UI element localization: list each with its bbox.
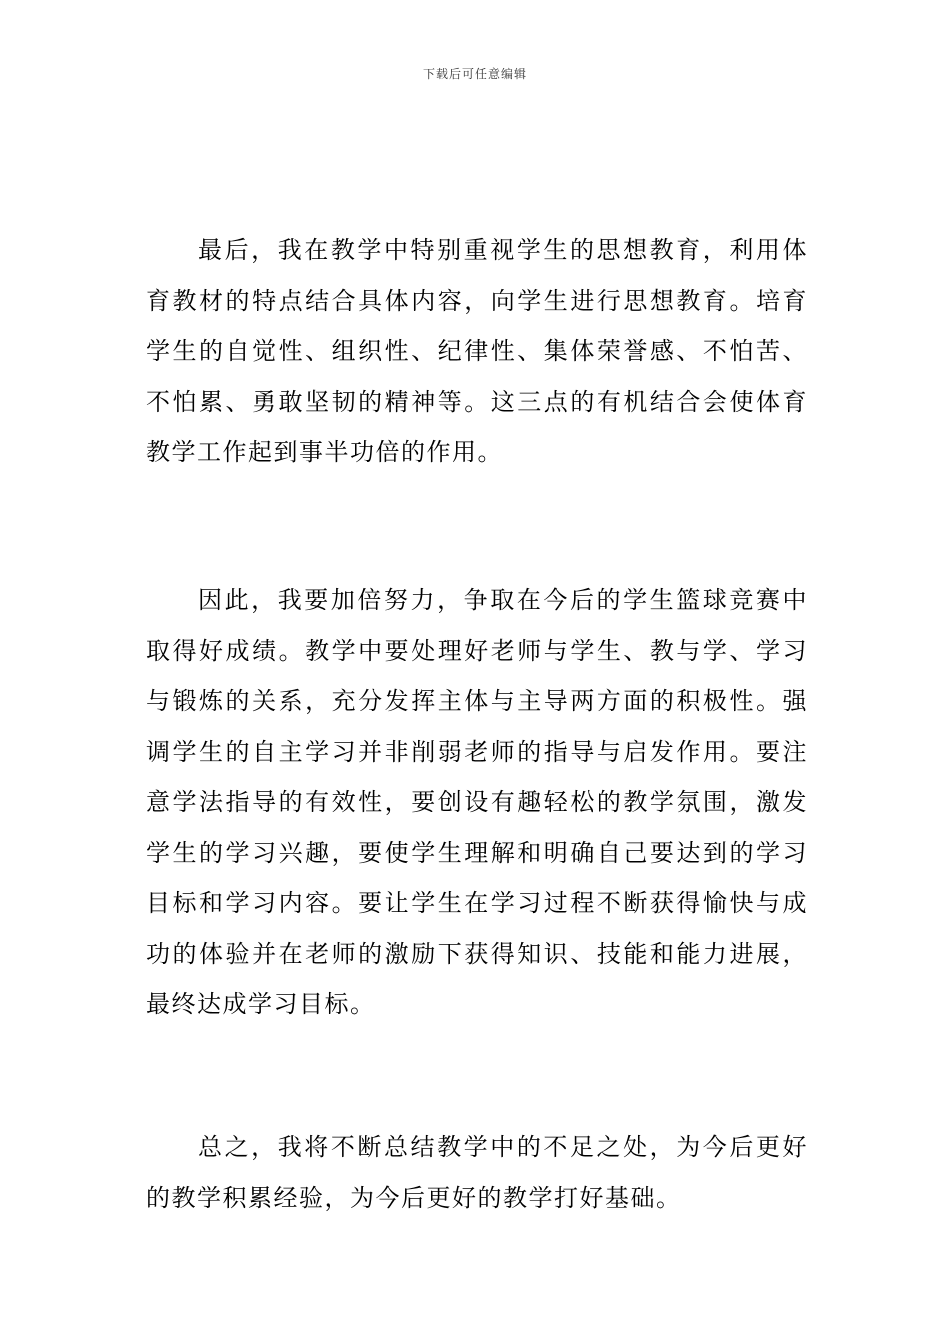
page-header-note: 下载后可任意编辑 [422,67,527,81]
paragraph-improvement-plan: 因此，我要加倍努力，争取在今后的学生篮球竞赛中取得好成绩。教学中要处理好老师与学生、教与学、学习与锻炼的关系，充分发挥主体与主导两方面的积极性。强调学生的自主学习并非削弱老师的指导与启发作用。要注意学法指导的有效性，要创设有趣轻松的教学氛围，激发学生的学习兴趣，要使学生理解和明确自己要达到的学习目标和学习内容。要让学生在学习过程不断获得愉快与成功的体验并在老师的激励下获得知识、技能和能力进展，最终达成学习目标。 [146,586,808,1018]
paragraph-summary: 总之，我将不断总结教学中的不足之处，为今后更好的教学积累经验，为今后更好的教学打好基础。 [146,1133,808,1212]
paragraph-conclusion-ideological-education: 最后，我在教学中特别重视学生的思想教育，利用体育教材的特点结合具体内容，向学生进行思想教育。培育学生的自觉性、组织性、纪律性、集体荣誉感、不怕苦、不怕累、勇敢坚韧的精神等。这三点的有机结合会使体育教学工作起到事半功倍的作用。 [146,236,808,466]
